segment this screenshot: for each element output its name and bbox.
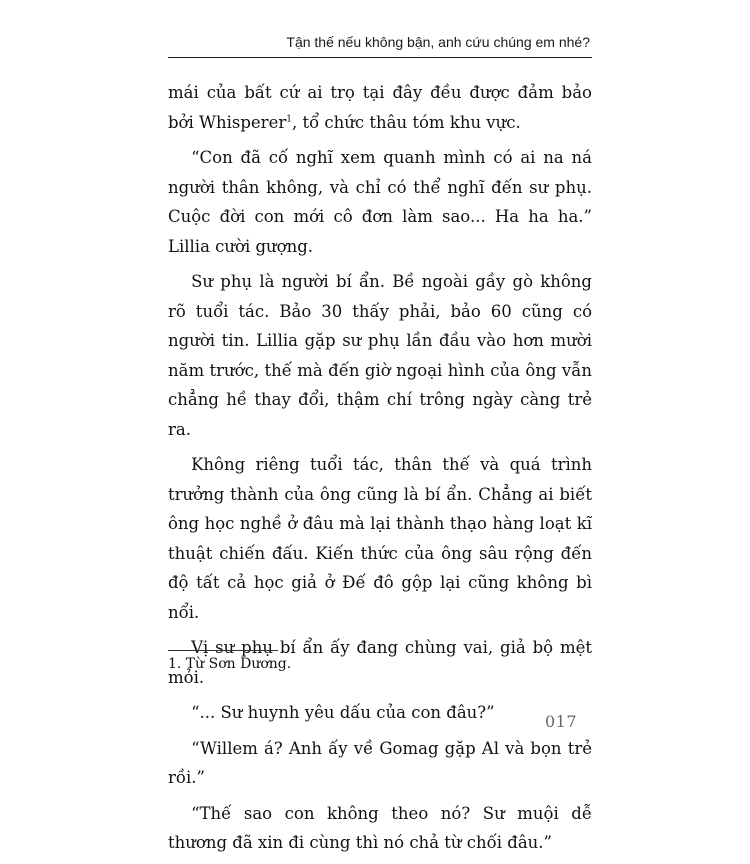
paragraph-4: Không riêng tuổi tác, thân thế và quá trình trưởng thành của ông cũng là bí ẩn. Chẳng ai biết ông học nghề ở đâu mà lại thành thạo hàng loạt kĩ thuật chiến đấu. Kiến thức của ông sâu rộng đến độ tất cả học giả ở Đế đô gộp lại cũng không bì nổi.: [168, 455, 592, 622]
footnote: 1. Từ Sơn Dương.: [168, 656, 292, 672]
paragraph-1-main: mái của bất cứ ai trọ tại đây đều được đảm bảo bởi Whisperer: [168, 83, 592, 132]
page-number: 017: [545, 712, 578, 731]
paragraph-6: “... Sư huynh yêu dấu của con đâu?”: [191, 703, 495, 722]
paragraph-1: [168, 78, 592, 137]
paragraph-8: “Thế sao con không theo nó? Sư muội dễ thương đã xin đi cùng thì nó chả từ chối đâu.”: [168, 803, 592, 852]
body-text: [168, 78, 592, 864]
paragraph-3: Sư phụ là người bí ẩn. Bề ngoài gầy gò không rõ tuổi tác. Bảo 30 thấy phải, bảo 60 cũng có người tin. Lillia gặp sư phụ lần đầu vào hơn mười năm trước, thế mà đến giờ ngoại hình của ông vẫn chẳng hề thay đổi, thậm chí trông ngày càng trẻ ra.: [168, 272, 592, 439]
paragraph-7: “Willem á? Anh ấy về Gomag gặp Al và bọn trẻ rồi.”: [168, 738, 592, 787]
header-rule: [168, 57, 592, 58]
paragraph-5: Vị sư phụ bí ẩn ấy đang chùng vai, giả bộ mệt mỏi.: [168, 638, 592, 687]
footnote-reference: 1: [286, 114, 292, 124]
paragraph-2: “Con đã cố nghĩ xem quanh mình có ai na ná người thân không, và chỉ có thể nghĩ đến sư phụ. Cuộc đời con mới cô đơn làm sao... Ha ha ha.” Lillia cười gượng.: [168, 148, 592, 256]
running-header: Tận thế nếu không bận, anh cứu chúng em nhé?: [286, 34, 590, 50]
paragraph-1-rest: , tổ chức thâu tóm khu vực.: [291, 112, 521, 132]
footnote-rule: [168, 650, 278, 651]
